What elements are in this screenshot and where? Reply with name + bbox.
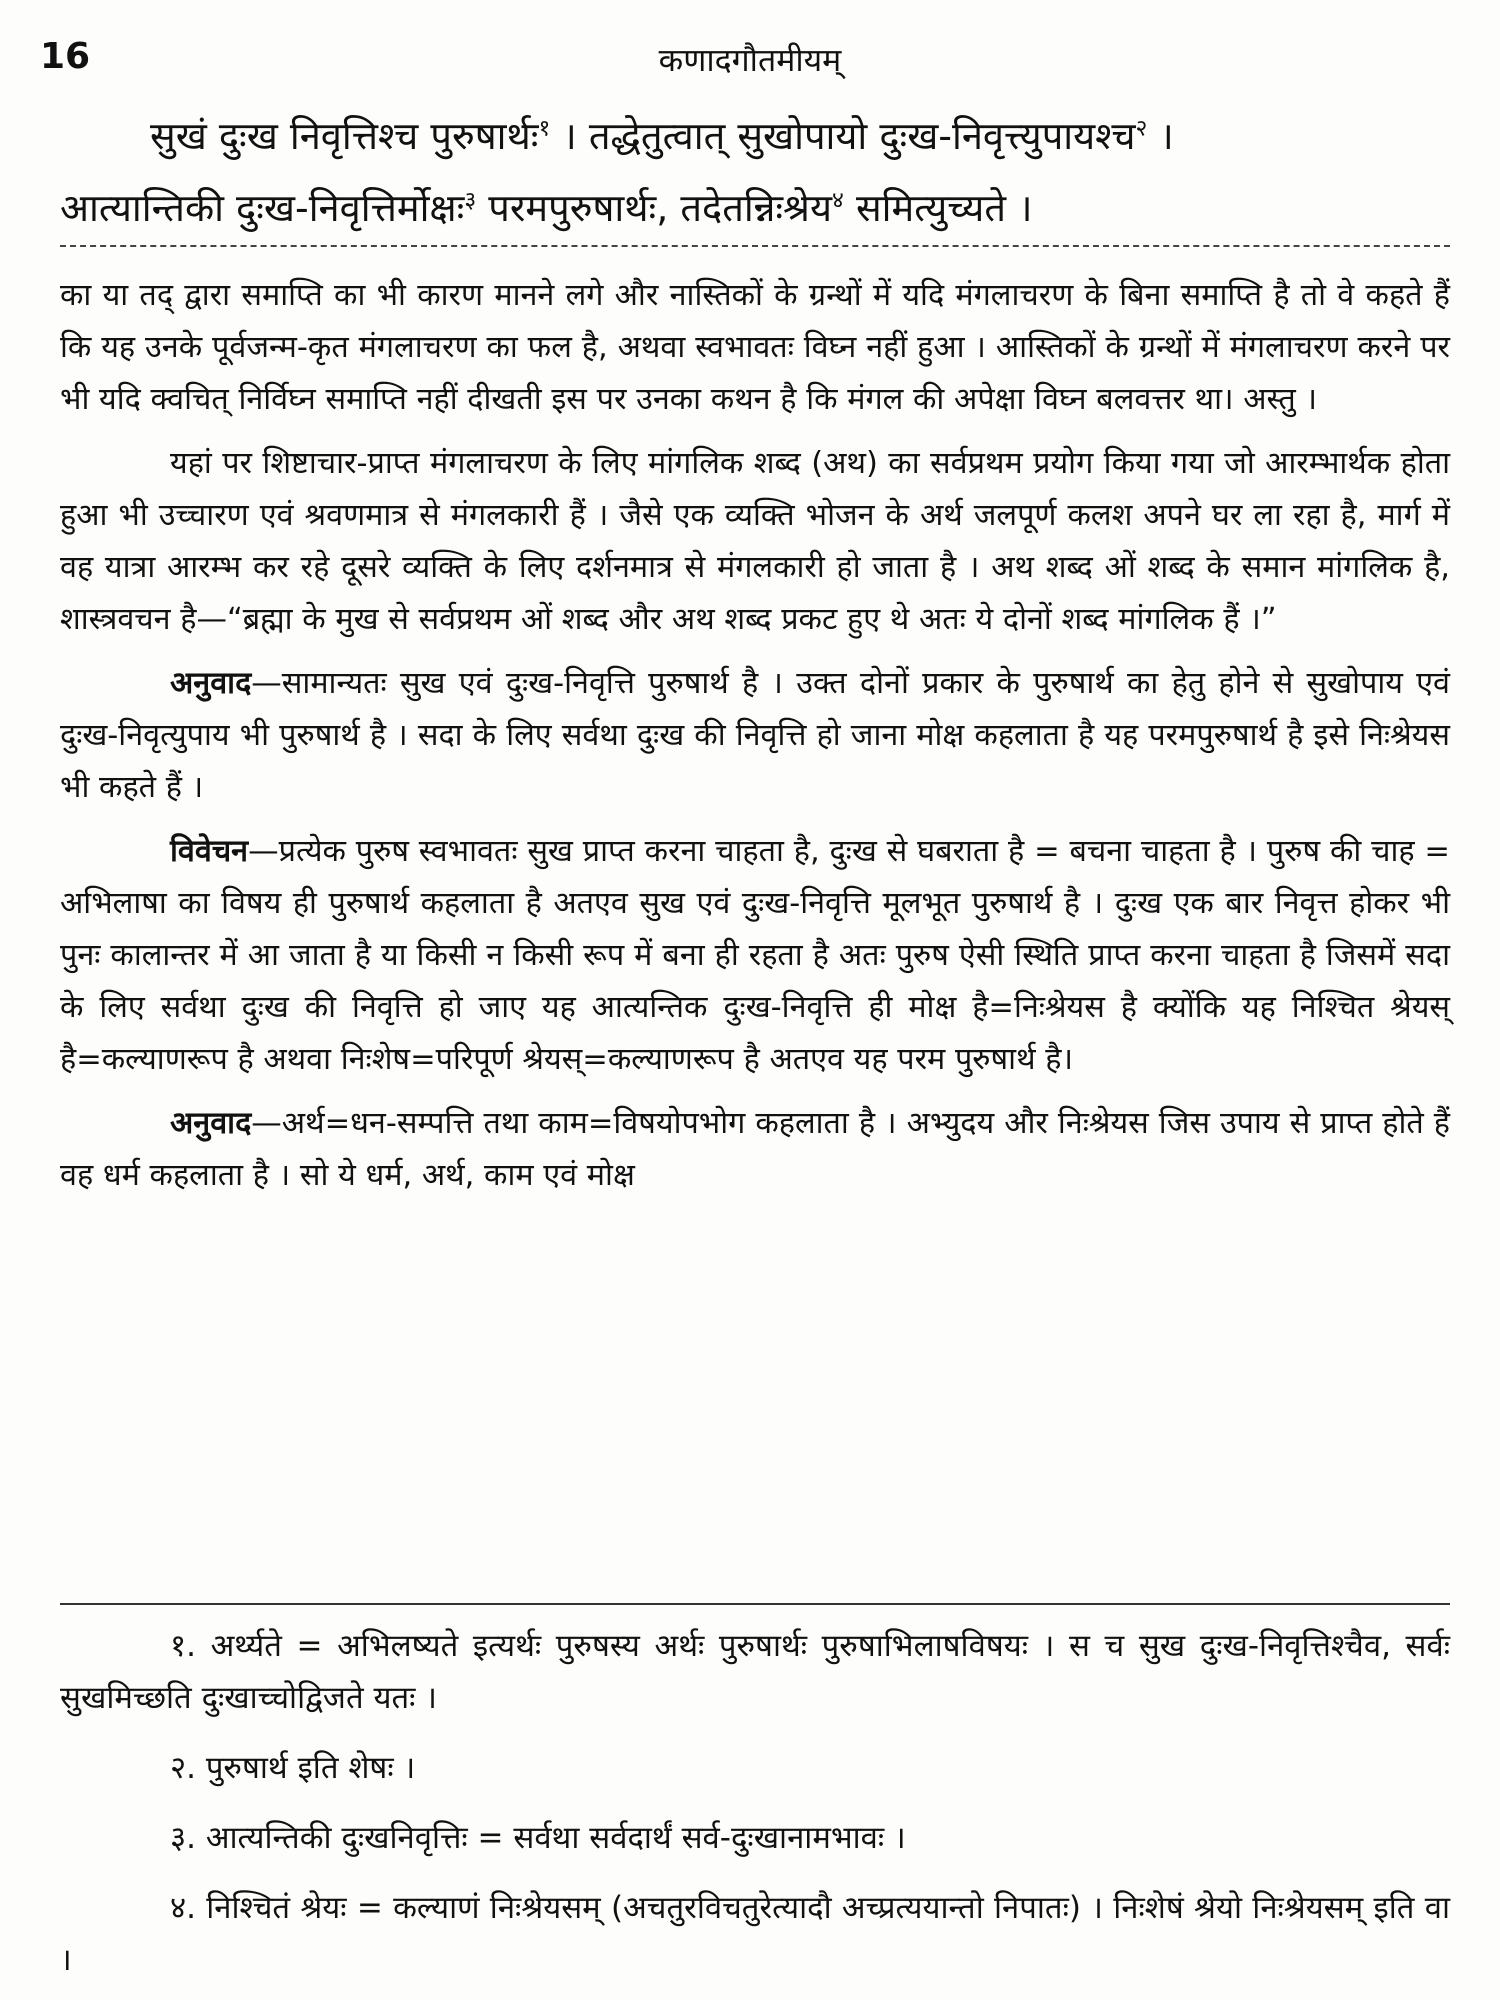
sutra-block xyxy=(60,100,1450,244)
section-label: विवेचन xyxy=(170,834,249,869)
running-title: कणादगौतमीयम् xyxy=(658,41,842,79)
sutra-text: । तद्धेतुत्वात् सुखोपायो दुःख-निवृत्त्युपायश्च xyxy=(550,114,1136,158)
paragraph-mangalacharan: यहां पर शिष्टाचार-प्राप्त मंगलाचरण के लिए मांगलिक शब्द (अथ) का सर्वप्रथम प्रयोग किया गया जो आरम्भार्थक होता हुआ भी उच्चारण एवं श्रवणमात्र से मंगलकारी हैं । जैसे एक व्यक्ति भोजन के अर्थ जलपूर्ण कलश अपने घर ला रहा है, मार्ग में वह यात्रा आरम्भ कर रहे दूसरे व्यक्ति के लिए दर्शनमात्र से मंगलकारी हो जाता है । अथ शब्द ओं शब्द के समान मांगलिक है, शास्त्रवचन है—“ब्रह्मा के मुख से सर्वप्रथम ओं शब्द और अथ शब्द प्रकट हुए थे अतः ये दोनों शब्द मांगलिक हैं ।” xyxy=(60,446,1450,637)
sutra-text: परमपुरुषार्थः, तदेतन्निःश्रेय xyxy=(476,186,832,230)
commentary-body xyxy=(60,270,1450,1214)
page-number: 16 xyxy=(40,36,91,77)
footnote-divider xyxy=(60,1603,1450,1605)
sutra-divider xyxy=(60,245,1450,247)
footnote-2: २. पुरुषार्थ इति शेषः । xyxy=(170,1750,416,1786)
footnotes xyxy=(60,1620,1450,2004)
sutra-text: आत्यान्तिकी दुःख-निवृत्तिर्मोक्षः xyxy=(60,186,465,230)
paragraph-vivechan xyxy=(60,826,1450,1086)
footnote-ref: ३ xyxy=(464,187,477,214)
sutra-line-2 xyxy=(60,172,1450,244)
footnote-ref: १ xyxy=(538,115,551,142)
footnote-3: ३. आत्यन्तिकी दुःखनिवृत्तिः = सर्वथा सर्वदार्थं सर्व-दुःखानामभावः । xyxy=(170,1820,906,1856)
paragraph-text: —सामान्यतः सुख एवं दुःख-निवृत्ति पुरुषार्थ है । उक्त दोनों प्रकार के पुरुषार्थ का हेतु होने से सुखोपाय एवं दुःख-निवृत्युपाय भी पुरुषार्थ है । सदा के लिए सर्वथा दुःख की निवृत्ति हो जाना मोक्ष कहलाता है यह परमपुरुषार्थ है इसे निःश्रेयस भी कहते हैं । xyxy=(60,666,1450,805)
paragraph-text: —प्रत्येक पुरुष स्वभावतः सुख प्राप्त करना चाहता है, दुःख से घबराता है = बचना चाहता है । पुरुष की चाह = अभिलाषा का विषय ही पुरुषार्थ कहलाता है अतएव सुख एवं दुःख-निवृत्ति मूलभूत पुरुषार्थ है । दुःख एक बार निवृत्त होकर भी पुनः कालान्तर में आ जाता है या किसी न किसी रूप में बना ही रहता है अतः पुरुष ऐसी स्थिति प्राप्त करना चाहता है जिसमें सदा के लिए सर्वथा दुःख की निवृत्ति हो जाए यह आत्यन्तिक दुःख-निवृत्ति ही मोक्ष है=निःश्रेयस है क्योंकि यह निश्चित श्रेयस् है=कल्याणरूप है अथवा निःशेष=परिपूर्ण श्रेयस्=कल्याणरूप है अतएव यह परम पुरुषार्थ है। xyxy=(60,834,1450,1077)
footnote-ref: २ xyxy=(1135,115,1148,142)
paragraph-text: —अर्थ=धन-सम्पत्ति तथा काम=विषयोपभोग कहलाता है । अभ्युदय और निःश्रेयस जिस उपाय से प्राप्त होते हैं वह धर्म कहलाता है । सो ये धर्म, अर्थ, काम एवं मोक्ष xyxy=(60,1106,1450,1193)
paragraph-anuvad-1 xyxy=(60,658,1450,814)
section-label: अनुवाद xyxy=(170,666,252,701)
sutra-text: । xyxy=(1147,114,1174,158)
footnote-ref: ४ xyxy=(832,187,844,214)
footnote-1: १. अर्थ्यते = अभिलष्यते इत्यर्थः पुरुषस्य अर्थः पुरुषार्थः पुरुषाभिलाषविषयः । स च सुख दुःख-निवृत्तिश्चैव, सर्वः सुखमिच्छति दुःखाच्चोद्विजते यतः । xyxy=(60,1628,1450,1716)
sutra-line-1 xyxy=(60,100,1450,172)
paragraph-continuation: का या तद् द्वारा समाप्ति का भी कारण मानने लगे और नास्तिकों के ग्रन्थों में यदि मंगलाचरण के बिना समाप्ति है तो वे कहते हैं कि यह उनके पूर्वजन्म-कृत मंगलाचरण का फल है, अथवा स्वभावतः विघ्न नहीं हुआ । आस्तिकों के ग्रन्थों में मंगलाचरण करने पर भी यदि क्वचित् निर्विघ्न समाप्ति नहीं दीखती इस पर उनका कथन है कि मंगल की अपेक्षा विघ्न बलवत्तर था। अस्तु । xyxy=(60,278,1450,417)
sutra-text: समित्युच्यते । xyxy=(843,186,1033,230)
section-label: अनुवाद xyxy=(170,1106,252,1141)
footnote-4: ४. निश्चितं श्रेयः = कल्याणं निःश्रेयसम् (अचतुरविचतुरेत्यादौ अच्प्रत्ययान्तो निपातः) । निःशेषं श्रेयो निःश्रेयसम् इति वा । xyxy=(60,1890,1450,1978)
sutra-text: सुखं दुःख निवृत्तिश्च पुरुषार्थः xyxy=(150,114,539,158)
paragraph-anuvad-2 xyxy=(60,1098,1450,1202)
